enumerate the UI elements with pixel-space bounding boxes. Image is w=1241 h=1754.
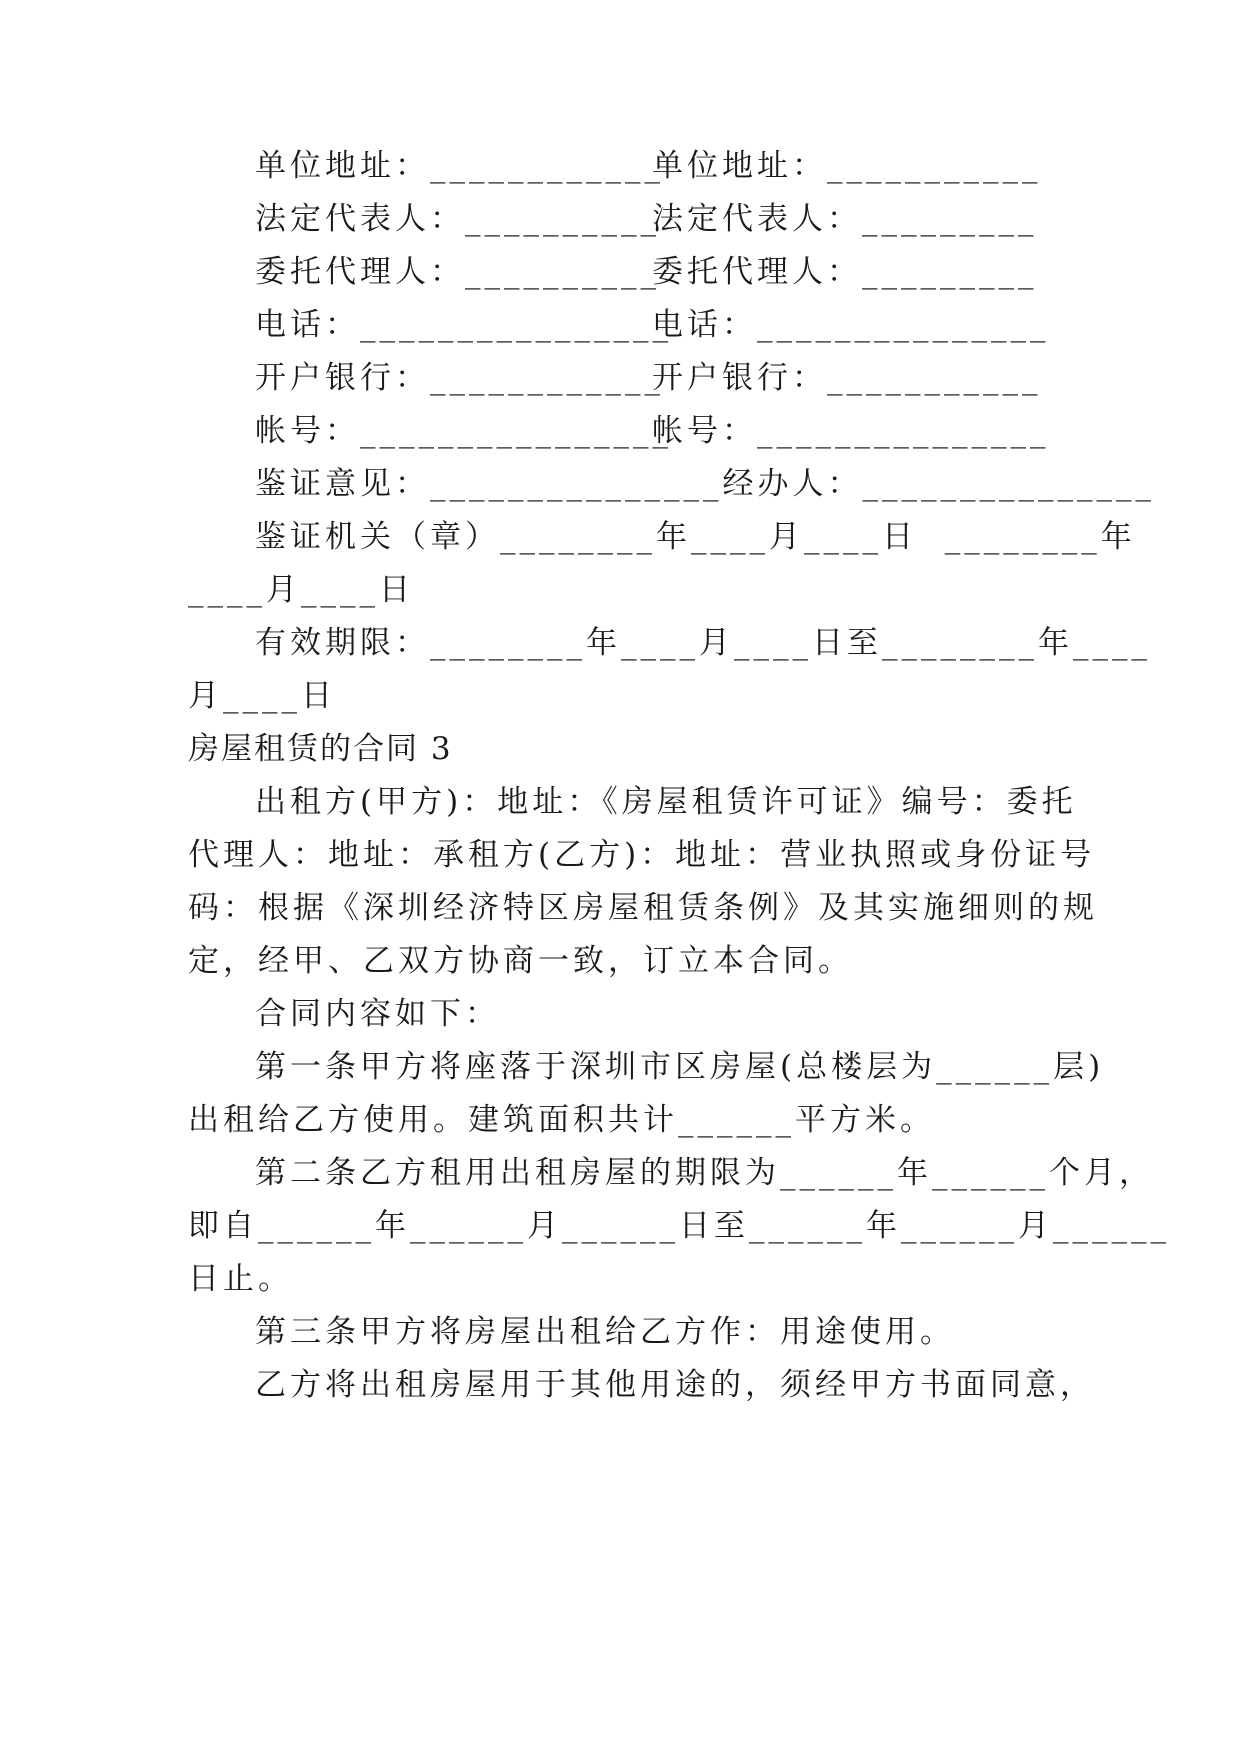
section-title: 房屋租赁的合同 3 <box>188 731 453 767</box>
validity-period-line: 有效期限：________年____月____日至________年____ <box>255 625 1151 661</box>
party-b-legal-rep: 法定代表人：_________ <box>652 201 1038 237</box>
article-1-line: 出租给乙方使用。建筑面积共计______平方米。 <box>188 1102 935 1138</box>
article-2-line: 日止。 <box>188 1261 293 1297</box>
party-a-agent: 委托代理人：__________ <box>255 254 660 290</box>
intro-paragraph-line: 出租方(甲方)：地址：《房屋租赁许可证》编号：委托 <box>255 784 1077 820</box>
party-b-phone: 电话：_______________ <box>652 307 1050 343</box>
party-b-bank: 开户银行：___________ <box>652 360 1042 396</box>
verification-seal-line-cont: ____月____日 <box>188 572 414 608</box>
article-2-line: 第二条乙方租用出租房屋的期限为______年______个月， <box>255 1155 1154 1191</box>
contract-content-label: 合同内容如下： <box>255 996 500 1032</box>
party-a-phone: 电话：________________ <box>255 307 672 343</box>
party-b-agent: 委托代理人：_________ <box>652 254 1038 290</box>
party-b-account: 帐号：_______________ <box>652 413 1050 449</box>
party-a-legal-rep: 法定代表人：__________ <box>255 201 660 237</box>
article-2-line: 即自______年______月______日至______年______月______ <box>188 1208 1170 1244</box>
intro-paragraph-line: 代理人：地址：承租方(乙方)：地址：营业执照或身份证号 <box>188 837 1096 873</box>
intro-paragraph-line: 定，经甲、乙双方协商一致，订立本合同。 <box>188 943 853 979</box>
verification-opinion-line: 鉴证意见：_______________经办人：_______________ <box>255 466 1155 502</box>
intro-paragraph-line: 码：根据《深圳经济特区房屋租赁条例》及其实施细则的规 <box>188 890 1098 926</box>
party-a-account: 帐号：________________ <box>255 413 672 449</box>
verification-seal-line: 鉴证机关（章）________年____月____日 ________年 <box>255 519 1136 555</box>
article-1-line: 第一条甲方将座落于深圳市区房屋(总楼层为______层) <box>255 1049 1105 1085</box>
party-b-unit-address: 单位地址：___________ <box>652 148 1042 184</box>
article-3-line: 第三条甲方将房屋出租给乙方作：用途使用。 <box>255 1314 955 1350</box>
party-a-bank: 开户银行：____________ <box>255 360 664 396</box>
party-a-unit-address: 单位地址：____________ <box>255 148 664 184</box>
article-3-line: 乙方将出租房屋用于其他用途的，须经甲方书面同意， <box>255 1367 1095 1403</box>
validity-period-line-cont: 月____日 <box>188 678 336 714</box>
